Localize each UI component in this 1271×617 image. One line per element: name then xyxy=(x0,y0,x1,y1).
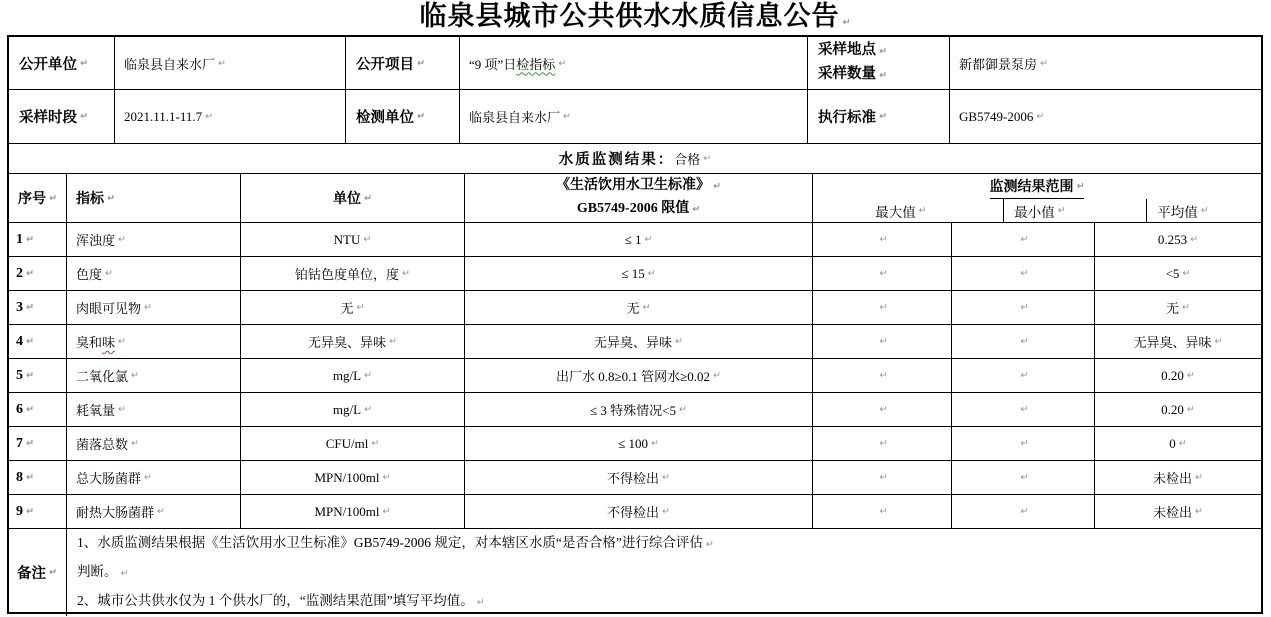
paragraph-mark-icon: ↵ xyxy=(1076,180,1085,192)
paragraph-mark-icon: ↵ xyxy=(1020,472,1029,483)
header-text: GB5749-2006 限值 xyxy=(576,201,690,216)
paragraph-mark-icon: ↵ xyxy=(389,336,397,347)
cell-no xyxy=(9,223,67,256)
label-lines xyxy=(818,39,887,87)
paragraph-mark-icon: ↵ xyxy=(1040,57,1048,69)
header-range-title xyxy=(990,174,1085,199)
cell-indicator xyxy=(67,495,241,528)
cell-unit xyxy=(241,223,465,256)
paragraph-mark-icon: ↵ xyxy=(650,438,659,449)
cell-text: NTU xyxy=(333,231,361,247)
standard-label xyxy=(808,90,950,143)
paragraph-mark-icon: ↵ xyxy=(879,111,887,122)
paragraph-mark-icon: ↵ xyxy=(647,268,656,279)
result-banner-row xyxy=(9,144,1261,174)
remarks-row xyxy=(9,529,1261,616)
cell-unit xyxy=(241,427,465,460)
cell-text: MPN/100ml xyxy=(314,503,380,519)
cell-text: 4 xyxy=(16,333,23,349)
value-text: 临泉县自来水厂 xyxy=(124,56,216,72)
cell-text: 臭和 xyxy=(76,335,103,350)
spellcheck-marked-text: 检指标 xyxy=(516,56,556,72)
cell-max xyxy=(813,461,952,494)
paragraph-mark-icon: ↵ xyxy=(118,336,126,347)
info-row-1 xyxy=(9,37,1261,90)
cell-text: 无异臭、异味 xyxy=(594,335,673,350)
cell-no xyxy=(9,257,67,290)
paragraph-mark-icon: ↵ xyxy=(1214,336,1223,347)
cell-text: 不得检出 xyxy=(607,505,660,520)
cell-avg xyxy=(1095,359,1261,392)
cell-text: CFU/ml xyxy=(325,435,369,451)
remark-text: 判断。 xyxy=(77,564,118,579)
cell-max xyxy=(813,325,952,358)
cell-indicator xyxy=(67,291,241,324)
paragraph-mark-icon: ↵ xyxy=(26,404,34,415)
label-text: 公开单位 xyxy=(19,56,77,73)
cell-indicator xyxy=(67,393,241,426)
paragraph-mark-icon: ↵ xyxy=(1182,268,1191,279)
cell-text: 6 xyxy=(16,401,23,417)
paragraph-mark-icon: ↵ xyxy=(1020,268,1029,279)
header-text: 《生活饮用水卫生标准》 xyxy=(556,178,711,193)
cell-limit xyxy=(465,495,813,528)
cell-max xyxy=(813,495,952,528)
label-text: 执行标准 xyxy=(818,110,876,126)
paragraph-mark-icon: ↵ xyxy=(26,302,34,313)
cell-avg xyxy=(1095,495,1261,528)
cell-min xyxy=(952,461,1095,494)
cell-text: ≤ 100 xyxy=(618,435,648,451)
cell-text: 总大肠菌群 xyxy=(76,471,142,486)
label-text: 采样地点 xyxy=(818,42,876,58)
public-item-label xyxy=(346,37,460,89)
paragraph-mark-icon: ↵ xyxy=(879,46,887,57)
value-text: 新都御景泵房 xyxy=(959,56,1038,72)
cell-text: 出厂水 0.8≥0.1 管网水≥0.02 xyxy=(556,369,711,384)
paragraph-mark-icon: ↵ xyxy=(1178,438,1187,449)
value-text: GB5749-2006 xyxy=(959,108,1034,124)
table-row xyxy=(9,359,1261,393)
cell-no xyxy=(9,291,67,324)
paragraph-mark-icon: ↵ xyxy=(26,438,34,449)
cell-no xyxy=(9,393,67,426)
paragraph-mark-icon: ↵ xyxy=(879,438,888,449)
paragraph-mark-icon: ↵ xyxy=(1200,205,1209,216)
paragraph-mark-icon: ↵ xyxy=(1190,234,1199,245)
header-unit xyxy=(241,174,465,222)
cell-unit xyxy=(241,359,465,392)
paragraph-mark-icon: ↵ xyxy=(364,404,373,415)
cell-text: 3 xyxy=(16,299,23,315)
paragraph-mark-icon: ↵ xyxy=(26,370,34,381)
cell-text: 无 xyxy=(626,301,640,316)
cell-limit xyxy=(465,359,813,392)
cell-text: 耗氧量 xyxy=(76,403,116,418)
cell-text: 7 xyxy=(16,435,23,451)
paragraph-mark-icon: ↵ xyxy=(218,57,226,69)
cell-text: 铂钴色度单位，度 xyxy=(295,267,400,282)
remarks-line-1 xyxy=(77,529,714,558)
paragraph-mark-icon: ↵ xyxy=(417,57,425,69)
paragraph-mark-icon: ↵ xyxy=(402,268,410,279)
cell-no xyxy=(9,325,67,358)
cell-avg xyxy=(1095,257,1261,290)
cell-unit xyxy=(241,257,465,290)
value-text: 临泉县自来水厂 xyxy=(469,110,561,125)
paragraph-mark-icon: ↵ xyxy=(26,506,34,517)
cell-text: 菌落总数 xyxy=(76,437,129,452)
paragraph-mark-icon: ↵ xyxy=(842,17,852,28)
paragraph-mark-icon: ↵ xyxy=(1020,438,1029,449)
header-text: 单位 xyxy=(333,192,362,207)
cell-no xyxy=(9,359,67,392)
testing-unit-value xyxy=(460,90,808,143)
value-text: “9 项”日 xyxy=(469,56,517,72)
header-text: 最小值 xyxy=(1014,204,1055,220)
cell-text: 5 xyxy=(16,367,23,383)
remarks-label xyxy=(9,529,67,616)
cell-text: 无异臭、异味 xyxy=(308,335,387,350)
info-row-2 xyxy=(9,90,1261,144)
cell-text: 耐热大肠菌群 xyxy=(76,505,155,520)
cell-avg xyxy=(1095,291,1261,324)
paragraph-mark-icon: ↵ xyxy=(1182,302,1190,313)
table-row xyxy=(9,427,1261,461)
paragraph-mark-icon: ↵ xyxy=(1020,302,1029,313)
paragraph-mark-icon: ↵ xyxy=(364,192,372,204)
cell-min xyxy=(952,325,1095,358)
label-text: 采样时段 xyxy=(19,110,77,126)
cell-text: 二氧化氯 xyxy=(76,369,129,384)
cell-limit xyxy=(465,257,813,290)
paragraph-mark-icon: ↵ xyxy=(417,111,425,122)
header-indicator xyxy=(67,174,241,222)
paragraph-mark-icon: ↵ xyxy=(642,302,651,313)
paragraph-mark-icon: ↵ xyxy=(382,506,391,517)
paragraph-mark-icon: ↵ xyxy=(563,111,571,122)
paragraph-mark-icon: ↵ xyxy=(662,472,670,483)
spellcheck-marked-text: 味 xyxy=(102,335,116,350)
cell-unit xyxy=(241,461,465,494)
sampling-period-label xyxy=(9,90,115,143)
paragraph-mark-icon: ↵ xyxy=(713,370,721,381)
cell-text: 色度 xyxy=(76,267,103,282)
page-title-text: 临泉县城市公共供水水质信息公告 xyxy=(419,1,840,31)
paragraph-mark-icon: ↵ xyxy=(918,205,927,216)
paragraph-mark-icon: ↵ xyxy=(879,472,888,483)
header-text: 平均值 xyxy=(1157,204,1198,220)
value-text: 2021.11.1-11.7 xyxy=(124,108,203,124)
cell-min xyxy=(952,291,1095,324)
page-title xyxy=(0,0,1271,34)
paragraph-mark-icon: ↵ xyxy=(879,234,888,245)
cell-no xyxy=(9,427,67,460)
cell-unit xyxy=(241,393,465,426)
public-item-value xyxy=(460,37,808,89)
paragraph-mark-icon: ↵ xyxy=(144,472,152,483)
sampling-place-count-label xyxy=(808,37,950,89)
paragraph-mark-icon: ↵ xyxy=(80,111,88,122)
cell-avg xyxy=(1095,461,1261,494)
label-text: 备注 xyxy=(17,566,46,582)
header-avg xyxy=(1147,199,1208,222)
cell-max xyxy=(813,257,952,290)
header-range-group xyxy=(813,174,1261,222)
table-row xyxy=(9,325,1261,359)
header-text: 监测结果范围 xyxy=(989,180,1074,195)
paragraph-mark-icon: ↵ xyxy=(131,370,139,381)
cell-limit xyxy=(465,393,813,426)
standard-value xyxy=(950,90,1261,143)
paragraph-mark-icon: ↵ xyxy=(120,568,129,579)
cell-text: <5 xyxy=(1165,265,1180,281)
paragraph-mark-icon: ↵ xyxy=(705,539,714,550)
cell-unit xyxy=(241,291,465,324)
paragraph-mark-icon: ↵ xyxy=(703,153,712,164)
cell-max xyxy=(813,223,952,256)
cell-limit xyxy=(465,427,813,460)
sampling-place-value xyxy=(950,37,1261,89)
paragraph-mark-icon: ↵ xyxy=(879,336,888,347)
paragraph-mark-icon: ↵ xyxy=(1020,404,1029,415)
cell-limit xyxy=(465,461,813,494)
paragraph-mark-icon: ↵ xyxy=(1057,205,1066,216)
cell-min xyxy=(952,427,1095,460)
paragraph-mark-icon: ↵ xyxy=(80,57,88,69)
paragraph-mark-icon: ↵ xyxy=(1195,506,1203,517)
table-row xyxy=(9,495,1261,529)
cell-text: 不得检出 xyxy=(607,471,660,486)
header-text: 指标 xyxy=(76,192,104,207)
table-row xyxy=(9,393,1261,427)
paragraph-mark-icon: ↵ xyxy=(26,336,34,347)
cell-indicator xyxy=(67,427,241,460)
label-text: 检测单位 xyxy=(356,110,414,126)
paragraph-mark-icon: ↵ xyxy=(118,404,126,415)
cell-text: mg/L xyxy=(332,401,362,417)
paragraph-mark-icon: ↵ xyxy=(26,268,34,279)
cell-indicator xyxy=(67,359,241,392)
paragraph-mark-icon: ↵ xyxy=(675,336,683,347)
paragraph-mark-icon: ↵ xyxy=(382,472,391,483)
public-unit-label xyxy=(9,37,115,89)
paragraph-mark-icon: ↵ xyxy=(879,70,887,81)
remark-text: 2、城市公共供水仅为 1 个供水厂的，“监测结果范围”填写平均值。 xyxy=(77,593,474,608)
paragraph-mark-icon: ↵ xyxy=(879,404,888,415)
cell-text: ≤ 1 xyxy=(624,231,642,247)
paragraph-mark-icon: ↵ xyxy=(49,567,57,578)
paragraph-mark-icon: ↵ xyxy=(713,181,721,192)
remarks-line-2 xyxy=(77,558,128,587)
paragraph-mark-icon: ↵ xyxy=(644,234,653,245)
cell-indicator xyxy=(67,257,241,290)
result-banner xyxy=(9,144,1261,173)
cell-limit xyxy=(465,291,813,324)
paragraph-mark-icon: ↵ xyxy=(356,302,365,313)
header-limit xyxy=(465,174,813,222)
cell-max xyxy=(813,291,952,324)
paragraph-mark-icon: ↵ xyxy=(107,192,115,204)
cell-text: mg/L xyxy=(332,367,362,383)
sampling-period-value xyxy=(115,90,346,143)
cell-text: 1 xyxy=(16,231,23,247)
paragraph-mark-icon: ↵ xyxy=(144,302,152,313)
paragraph-mark-icon: ↵ xyxy=(26,472,34,483)
cell-text: ≤ 3 特殊情况<5 xyxy=(590,403,676,418)
cell-text: 无 xyxy=(1166,301,1180,316)
paragraph-mark-icon: ↵ xyxy=(157,506,165,517)
paragraph-mark-icon: ↵ xyxy=(1020,370,1029,381)
paragraph-mark-icon: ↵ xyxy=(1020,506,1029,517)
cell-avg xyxy=(1095,393,1261,426)
paragraph-mark-icon: ↵ xyxy=(105,268,113,279)
cell-text: 8 xyxy=(16,469,23,485)
header-no xyxy=(9,174,67,222)
result-label: 水质监测结果： xyxy=(558,152,675,168)
cell-text: 未检出 xyxy=(1153,505,1193,520)
cell-max xyxy=(813,359,952,392)
table-header-row xyxy=(9,174,1261,223)
paragraph-mark-icon: ↵ xyxy=(692,204,701,215)
paragraph-mark-icon: ↵ xyxy=(879,506,888,517)
paragraph-mark-icon: ↵ xyxy=(49,192,57,204)
cell-text: MPN/100ml xyxy=(314,469,380,485)
paragraph-mark-icon: ↵ xyxy=(1036,111,1045,122)
cell-min xyxy=(952,495,1095,528)
cell-min xyxy=(952,257,1095,290)
cell-text: 无异臭、异味 xyxy=(1133,335,1212,350)
paragraph-mark-icon: ↵ xyxy=(131,438,139,449)
cell-no xyxy=(9,495,67,528)
testing-unit-label xyxy=(346,90,460,143)
table-row xyxy=(9,291,1261,325)
remarks-line-3 xyxy=(77,587,485,616)
cell-min xyxy=(952,393,1095,426)
cell-text: 9 xyxy=(16,503,23,519)
cell-indicator xyxy=(67,461,241,494)
paragraph-mark-icon: ↵ xyxy=(1186,370,1195,381)
cell-text: 0 xyxy=(1169,435,1176,451)
cell-indicator xyxy=(67,325,241,358)
cell-text: 2 xyxy=(16,265,23,281)
table-row xyxy=(9,461,1261,495)
paragraph-mark-icon: ↵ xyxy=(205,111,214,122)
paragraph-mark-icon: ↵ xyxy=(371,438,380,449)
cell-max xyxy=(813,393,952,426)
header-text: 最大值 xyxy=(875,204,916,220)
label-text: 采样数量 xyxy=(818,66,876,82)
paragraph-mark-icon: ↵ xyxy=(879,370,888,381)
cell-text: 未检出 xyxy=(1153,471,1193,486)
paragraph-mark-icon: ↵ xyxy=(679,404,687,415)
cell-text: 0.253 xyxy=(1157,231,1188,247)
cell-max xyxy=(813,427,952,460)
cell-text: 无 xyxy=(340,301,354,316)
cell-unit xyxy=(241,325,465,358)
cell-text: 浑浊度 xyxy=(76,233,116,248)
cell-text: 0.20 xyxy=(1161,367,1184,383)
table-row xyxy=(9,257,1261,291)
paragraph-mark-icon: ↵ xyxy=(1195,472,1203,483)
cell-min xyxy=(952,223,1095,256)
paragraph-mark-icon: ↵ xyxy=(879,268,888,279)
header-text: 序号 xyxy=(18,192,46,207)
cell-avg xyxy=(1095,325,1261,358)
paragraph-mark-icon: ↵ xyxy=(662,506,670,517)
cell-limit xyxy=(465,325,813,358)
cell-limit xyxy=(465,223,813,256)
paragraph-mark-icon: ↵ xyxy=(558,57,567,69)
paragraph-mark-icon: ↵ xyxy=(26,234,34,245)
cell-avg xyxy=(1095,427,1261,460)
cell-text: 肉眼可见物 xyxy=(76,301,142,316)
paragraph-mark-icon: ↵ xyxy=(879,302,888,313)
cell-avg xyxy=(1095,223,1261,256)
label-text: 公开项目 xyxy=(356,56,414,73)
remark-text: 1、水质监测结果根据《生活饮用水卫生标准》GB5749-2006 规定，对本辖区水质“是否合格”进行综合评估 xyxy=(77,535,703,550)
header-limit-lines xyxy=(556,175,721,221)
cell-no xyxy=(9,461,67,494)
paragraph-mark-icon: ↵ xyxy=(118,234,126,245)
public-unit-value xyxy=(115,37,346,89)
header-min xyxy=(1004,199,1147,222)
cell-indicator xyxy=(67,223,241,256)
paragraph-mark-icon: ↵ xyxy=(476,597,485,608)
announcement-table xyxy=(7,35,1263,614)
result-value: 合格 xyxy=(674,152,701,167)
cell-min xyxy=(952,359,1095,392)
paragraph-mark-icon: ↵ xyxy=(1020,336,1029,347)
paragraph-mark-icon: ↵ xyxy=(1020,234,1029,245)
cell-text: 0.20 xyxy=(1161,401,1184,417)
cell-unit xyxy=(241,495,465,528)
remarks-body xyxy=(67,529,1261,616)
table-row xyxy=(9,223,1261,257)
cell-text: ≤ 15 xyxy=(621,265,645,281)
paragraph-mark-icon: ↵ xyxy=(1186,404,1195,415)
paragraph-mark-icon: ↵ xyxy=(364,370,373,381)
header-max xyxy=(865,199,1004,222)
header-range-subrow xyxy=(865,199,1208,222)
paragraph-mark-icon: ↵ xyxy=(363,234,372,245)
